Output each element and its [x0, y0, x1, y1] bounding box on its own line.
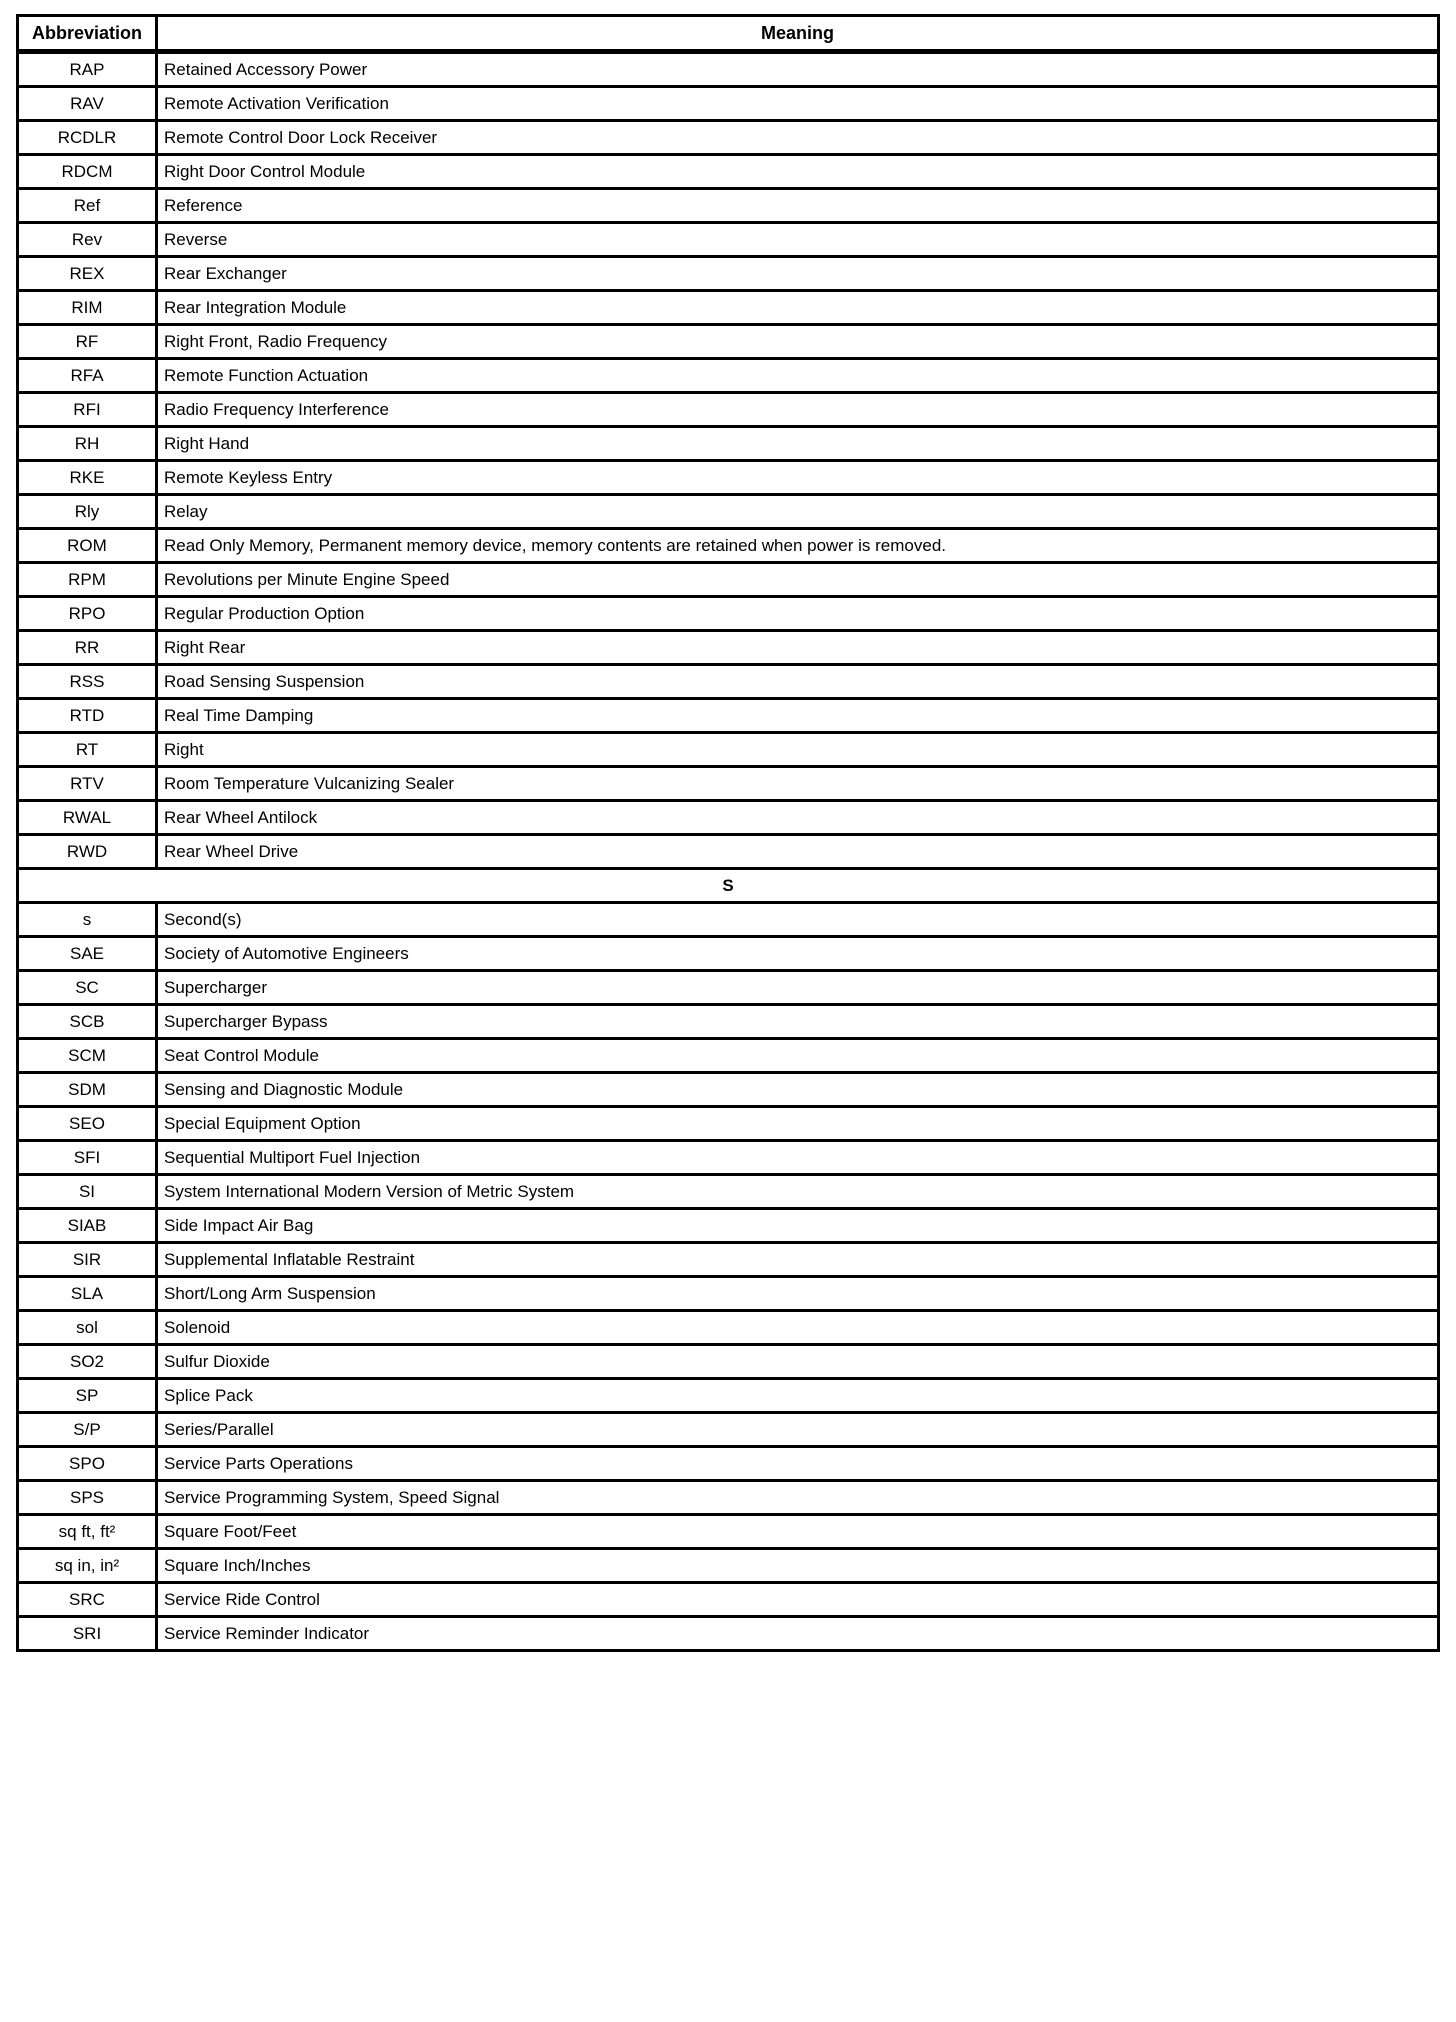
- abbreviation-cell: SPS: [18, 1481, 157, 1515]
- meaning-cell: Right Door Control Module: [157, 155, 1439, 189]
- abbreviation-cell: Ref: [18, 189, 157, 223]
- abbreviation-cell: SFI: [18, 1141, 157, 1175]
- meaning-cell: Square Foot/Feet: [157, 1515, 1439, 1549]
- table-row: [18, 1175, 1439, 1209]
- abbreviation-cell: RAV: [18, 87, 157, 121]
- table-row: [18, 563, 1439, 597]
- abbreviation-cell: SP: [18, 1379, 157, 1413]
- meaning-cell: Sensing and Diagnostic Module: [157, 1073, 1439, 1107]
- abbreviation-cell: RPO: [18, 597, 157, 631]
- abbreviation-cell: Rev: [18, 223, 157, 257]
- table-row: [18, 1311, 1439, 1345]
- abbreviation-cell: Rly: [18, 495, 157, 529]
- meaning-cell: Supercharger: [157, 971, 1439, 1005]
- meaning-cell: Supplemental Inflatable Restraint: [157, 1243, 1439, 1277]
- meaning-cell: Regular Production Option: [157, 597, 1439, 631]
- meaning-column-header: Meaning: [157, 16, 1439, 52]
- table-row: [18, 189, 1439, 223]
- meaning-cell: Relay: [157, 495, 1439, 529]
- table-row: [18, 937, 1439, 971]
- meaning-cell: Seat Control Module: [157, 1039, 1439, 1073]
- meaning-cell: Room Temperature Vulcanizing Sealer: [157, 767, 1439, 801]
- table-row: [18, 1447, 1439, 1481]
- table-header: [18, 16, 1439, 52]
- abbreviation-cell: S/P: [18, 1413, 157, 1447]
- table-row: [18, 1039, 1439, 1073]
- meaning-cell: System International Modern Version of Metric System: [157, 1175, 1439, 1209]
- meaning-cell: Service Reminder Indicator: [157, 1617, 1439, 1651]
- meaning-cell: Rear Wheel Drive: [157, 835, 1439, 869]
- meaning-cell: Service Programming System, Speed Signal: [157, 1481, 1439, 1515]
- meaning-cell: Right Hand: [157, 427, 1439, 461]
- table-row: [18, 801, 1439, 835]
- table-row: [18, 155, 1439, 189]
- abbreviation-cell: SC: [18, 971, 157, 1005]
- meaning-cell: Solenoid: [157, 1311, 1439, 1345]
- meaning-cell: Road Sensing Suspension: [157, 665, 1439, 699]
- table-row: [18, 835, 1439, 869]
- meaning-cell: Remote Function Actuation: [157, 359, 1439, 393]
- meaning-cell: Reference: [157, 189, 1439, 223]
- table-row: [18, 1005, 1439, 1039]
- meaning-cell: Sulfur Dioxide: [157, 1345, 1439, 1379]
- table-row: [18, 1345, 1439, 1379]
- meaning-cell: Sequential Multiport Fuel Injection: [157, 1141, 1439, 1175]
- abbreviation-cell: RFI: [18, 393, 157, 427]
- table-row: [18, 325, 1439, 359]
- meaning-cell: Right Front, Radio Frequency: [157, 325, 1439, 359]
- abbreviation-cell: sq in, in²: [18, 1549, 157, 1583]
- meaning-cell: Short/Long Arm Suspension: [157, 1277, 1439, 1311]
- table-row: [18, 1583, 1439, 1617]
- table-row: [18, 699, 1439, 733]
- table-row: [18, 291, 1439, 325]
- abbreviation-column-header: Abbreviation: [18, 16, 157, 52]
- table-row: [18, 427, 1439, 461]
- abbreviations-table: [16, 14, 1440, 1652]
- section-header-row: [18, 869, 1439, 903]
- abbreviation-cell: RR: [18, 631, 157, 665]
- table-row: [18, 121, 1439, 155]
- table-row: [18, 1107, 1439, 1141]
- meaning-cell: Reverse: [157, 223, 1439, 257]
- table-row: [18, 631, 1439, 665]
- table-row: [18, 903, 1439, 937]
- abbreviation-cell: RPM: [18, 563, 157, 597]
- meaning-cell: Real Time Damping: [157, 699, 1439, 733]
- meaning-cell: Side Impact Air Bag: [157, 1209, 1439, 1243]
- meaning-cell: Special Equipment Option: [157, 1107, 1439, 1141]
- abbreviation-cell: SI: [18, 1175, 157, 1209]
- table-row: [18, 1617, 1439, 1651]
- meaning-cell: Service Parts Operations: [157, 1447, 1439, 1481]
- table-row: [18, 1515, 1439, 1549]
- abbreviation-cell: SAE: [18, 937, 157, 971]
- abbreviation-cell: RCDLR: [18, 121, 157, 155]
- abbreviation-cell: s: [18, 903, 157, 937]
- table-row: [18, 52, 1439, 87]
- table-row: [18, 1413, 1439, 1447]
- abbreviation-cell: SDM: [18, 1073, 157, 1107]
- table-row: [18, 223, 1439, 257]
- meaning-cell: Second(s): [157, 903, 1439, 937]
- meaning-cell: Supercharger Bypass: [157, 1005, 1439, 1039]
- abbreviation-cell: RKE: [18, 461, 157, 495]
- table-row: [18, 733, 1439, 767]
- table-row: [18, 1481, 1439, 1515]
- abbreviation-cell: RFA: [18, 359, 157, 393]
- meaning-cell: Rear Exchanger: [157, 257, 1439, 291]
- abbreviation-cell: SIR: [18, 1243, 157, 1277]
- meaning-cell: Right Rear: [157, 631, 1439, 665]
- meaning-cell: Read Only Memory, Permanent memory device, memory contents are retained when power is removed.: [157, 529, 1439, 563]
- abbreviation-cell: RIM: [18, 291, 157, 325]
- section-title: S: [18, 869, 1439, 903]
- table-row: [18, 1073, 1439, 1107]
- table-row: [18, 597, 1439, 631]
- abbreviation-cell: ROM: [18, 529, 157, 563]
- abbreviation-cell: RTV: [18, 767, 157, 801]
- meaning-cell: Rear Integration Module: [157, 291, 1439, 325]
- abbreviation-cell: SRC: [18, 1583, 157, 1617]
- abbreviation-cell: SEO: [18, 1107, 157, 1141]
- table-row: [18, 767, 1439, 801]
- meaning-cell: Splice Pack: [157, 1379, 1439, 1413]
- meaning-cell: Society of Automotive Engineers: [157, 937, 1439, 971]
- header-row: [18, 16, 1439, 52]
- table-row: [18, 461, 1439, 495]
- table-row: [18, 359, 1439, 393]
- abbreviation-cell: SCM: [18, 1039, 157, 1073]
- abbreviation-cell: SO2: [18, 1345, 157, 1379]
- abbreviation-cell: RT: [18, 733, 157, 767]
- abbreviation-cell: SRI: [18, 1617, 157, 1651]
- abbreviation-cell: SPO: [18, 1447, 157, 1481]
- table-row: [18, 393, 1439, 427]
- table-row: [18, 1243, 1439, 1277]
- abbreviation-cell: SCB: [18, 1005, 157, 1039]
- table-row: [18, 1209, 1439, 1243]
- abbreviation-cell: RH: [18, 427, 157, 461]
- abbreviation-cell: RWD: [18, 835, 157, 869]
- meaning-cell: Remote Keyless Entry: [157, 461, 1439, 495]
- table-row: [18, 257, 1439, 291]
- abbreviation-cell: RDCM: [18, 155, 157, 189]
- table-body: [18, 52, 1439, 1651]
- abbreviation-cell: REX: [18, 257, 157, 291]
- abbreviation-cell: sq ft, ft²: [18, 1515, 157, 1549]
- meaning-cell: Remote Activation Verification: [157, 87, 1439, 121]
- meaning-cell: Radio Frequency Interference: [157, 393, 1439, 427]
- table-row: [18, 1379, 1439, 1413]
- abbreviation-cell: SIAB: [18, 1209, 157, 1243]
- table-row: [18, 971, 1439, 1005]
- table-row: [18, 529, 1439, 563]
- abbreviation-cell: RTD: [18, 699, 157, 733]
- abbreviation-cell: sol: [18, 1311, 157, 1345]
- abbreviation-cell: RSS: [18, 665, 157, 699]
- abbreviation-cell: RWAL: [18, 801, 157, 835]
- abbreviation-cell: RF: [18, 325, 157, 359]
- table-row: [18, 1141, 1439, 1175]
- meaning-cell: Square Inch/Inches: [157, 1549, 1439, 1583]
- table-row: [18, 665, 1439, 699]
- meaning-cell: Retained Accessory Power: [157, 52, 1439, 87]
- meaning-cell: Series/Parallel: [157, 1413, 1439, 1447]
- table-row: [18, 1277, 1439, 1311]
- abbreviation-cell: RAP: [18, 52, 157, 87]
- table-row: [18, 1549, 1439, 1583]
- meaning-cell: Service Ride Control: [157, 1583, 1439, 1617]
- meaning-cell: Rear Wheel Antilock: [157, 801, 1439, 835]
- abbreviation-cell: SLA: [18, 1277, 157, 1311]
- meaning-cell: Right: [157, 733, 1439, 767]
- table-row: [18, 495, 1439, 529]
- meaning-cell: Revolutions per Minute Engine Speed: [157, 563, 1439, 597]
- table-row: [18, 87, 1439, 121]
- meaning-cell: Remote Control Door Lock Receiver: [157, 121, 1439, 155]
